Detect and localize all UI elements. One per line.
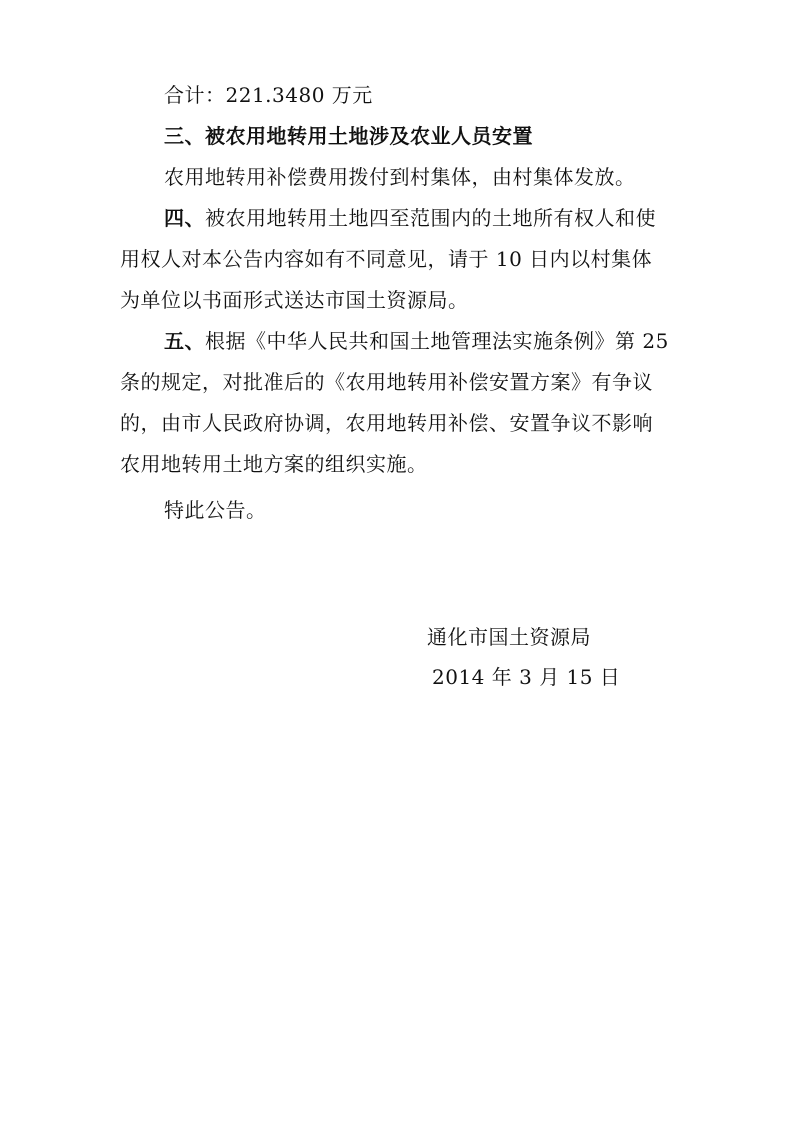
section-4-line-2: 用权人对本公告内容如有不同意见，请于 10 日内以村集体 [120, 247, 653, 271]
section-5-line-1 [164, 328, 669, 354]
section-3-body: 农用地转用补偿费用拨付到村集体，由村集体发放。 [164, 165, 636, 189]
section-5-text: 根据《中华人民共和国土地管理法实施条例》第 25 [205, 329, 669, 353]
section-5-line-2: 条的规定，对批准后的《农用地转用补偿安置方案》有争议 [120, 370, 653, 394]
section-4-line-1 [164, 205, 656, 231]
section-4-line-3: 为单位以书面形式送达市国土资源局。 [120, 288, 469, 312]
section-5-line-4: 农用地转用土地方案的组织实施。 [120, 452, 428, 476]
section-4-label: 四、 [164, 206, 205, 230]
signature-organization: 通化市国土资源局 [427, 625, 591, 649]
section-5-label: 五、 [164, 329, 205, 353]
section-4-text: 被农用地转用土地四至范围内的土地所有权人和使 [205, 206, 656, 230]
section-5-line-3: 的，由市人民政府协调，农用地转用补偿、安置争议不影响 [120, 411, 653, 435]
signature-date: 2014 年 3 月 15 日 [432, 665, 621, 689]
total-amount: 合计：221.3480 万元 [164, 83, 373, 107]
closing-line: 特此公告。 [164, 498, 267, 522]
section-3-heading: 三、被农用地转用土地涉及农业人员安置 [164, 124, 533, 148]
